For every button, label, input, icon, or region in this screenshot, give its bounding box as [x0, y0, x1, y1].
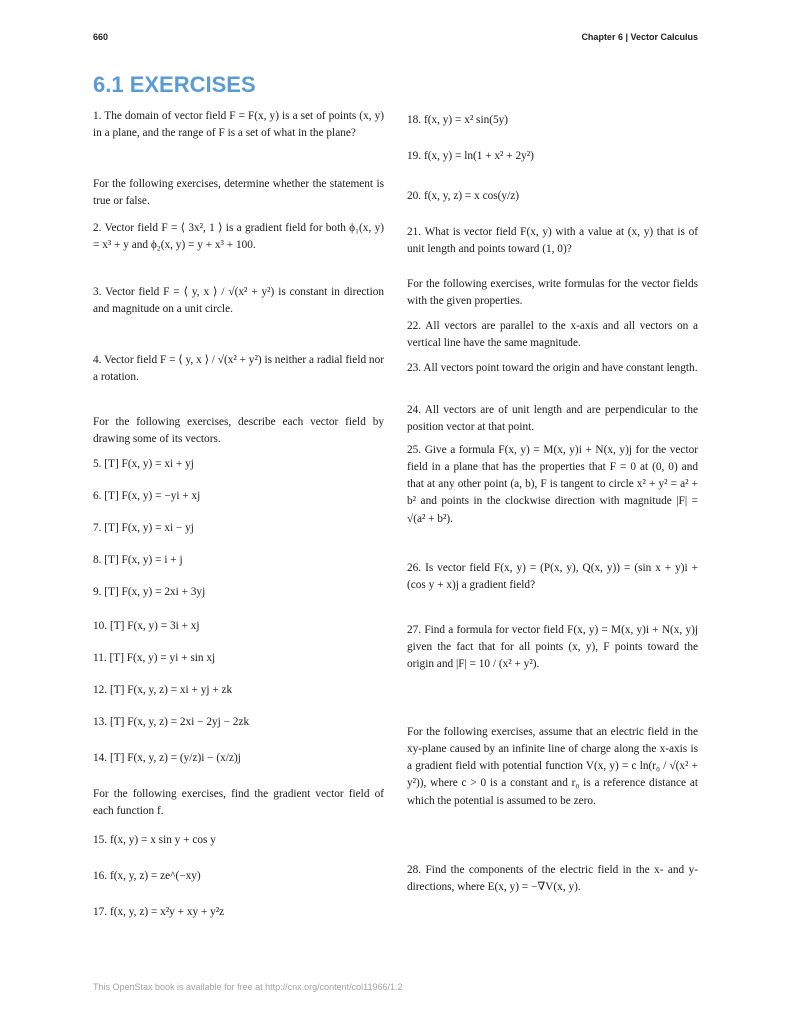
exercise-11: 11. [T] F(x, y) = yi + sin xj	[93, 652, 216, 664]
exercise-16: 16. f(x, y, z) = ze^(−xy)	[93, 870, 201, 882]
exercise-7: 7. [T] F(x, y) = xi − yj	[93, 522, 194, 534]
exercise-15: 15. f(x, y) = x sin y + cos y	[93, 834, 216, 846]
intro-properties: For the following exercises, write formulas for the vector fields with the given properties.	[407, 278, 698, 308]
exercise-4: 4. Vector field F = ⟨ y, x ⟩ / √(x² + y²) is neither a radial field nor a rotation.	[93, 354, 384, 384]
exercise-27: 27. Find a formula for vector field F(x, y) = M(x, y)i + N(x, y)j given the fact that for all points (x, y), F points toward the origin and |F| = 10 / (x² + y²).	[407, 624, 698, 671]
exercise-3: 3. Vector field F = ⟨ y, x ⟩ / √(x² + y²) is constant in direction and magnitude on a unit circle.	[93, 286, 384, 316]
intro-electric: For the following exercises, assume that an electric field in the xy-plane caused by an infinite line of charge along the x-axis is a gradient field with potential function V(x, y) = c ln(r₀ / √(x² + y²)), where c > 0 is a constant and r₀ is a reference distance at which the potential is assumed to be zero.	[407, 726, 698, 807]
exercise-13: 13. [T] F(x, y, z) = 2xi − 2yj − 2zk	[93, 716, 250, 728]
exercise-1: 1. The domain of vector field F = F(x, y) is a set of points (x, y) in a plane, and the range of F is a set of what in the plane?	[93, 110, 384, 140]
exercise-28: 28. Find the components of the electric field in the x- and y-directions, where E(x, y) = −∇V(x, y).	[407, 864, 698, 894]
exercise-8: 8. [T] F(x, y) = i + j	[93, 554, 183, 566]
intro-describe: For the following exercises, describe each vector field by drawing some of its vectors.	[93, 416, 384, 446]
exercise-21: 21. What is vector field F(x, y) with a value at (x, y) that is of unit length and points toward (1, 0)?	[407, 226, 698, 256]
intro-gradient: For the following exercises, find the gradient vector field of each function f.	[93, 788, 384, 818]
exercise-18: 18. f(x, y) = x² sin(5y)	[407, 114, 509, 126]
exercise-5: 5. [T] F(x, y) = xi + yj	[93, 458, 194, 470]
exercise-20: 20. f(x, y, z) = x cos(y/z)	[407, 190, 519, 202]
section-title: 6.1 EXERCISES	[93, 72, 256, 97]
exercise-25: 25. Give a formula F(x, y) = M(x, y)i + N(x, y)j for the vector field in a plane that has the properties that F = 0 at (0, 0) and that at any other point (a, b), F is tangent to circle x² + y² = a² + b² and points in the clockwise direction with magnitude |F| = √(a² + b²).	[407, 444, 698, 525]
exercise-10: 10. [T] F(x, y) = 3i + xj	[93, 620, 200, 632]
exercise-6: 6. [T] F(x, y) = −yi + xj	[93, 490, 201, 502]
footer-note: This OpenStax book is available for free at http://cnx.org/content/col11966/1.2	[93, 982, 403, 992]
exercise-23: 23. All vectors point toward the origin and have constant length.	[407, 362, 698, 374]
exercise-26: 26. Is vector field F(x, y) = (P(x, y), Q(x, y)) = (sin x + y)i + (cos y + x)j a gradient field?	[407, 562, 698, 592]
exercise-9: 9. [T] F(x, y) = 2xi + 3yj	[93, 586, 206, 598]
exercise-14: 14. [T] F(x, y, z) = (y/z)i − (x/z)j	[93, 752, 241, 764]
exercise-22: 22. All vectors are parallel to the x-axis and all vectors on a vertical line have the same magnitude.	[407, 320, 698, 350]
exercise-12: 12. [T] F(x, y, z) = xi + yj + zk	[93, 684, 233, 696]
exercise-17: 17. f(x, y, z) = x²y + xy + y²z	[93, 906, 225, 918]
exercise-2: 2. Vector field F = ⟨ 3x², 1 ⟩ is a gradient field for both ϕ₁(x, y) = x³ + y and ϕ₂(x, y) = y + x³ + 100.	[93, 222, 384, 252]
chapter-header: Chapter 6 | Vector Calculus	[581, 32, 698, 42]
exercise-24: 24. All vectors are of unit length and are perpendicular to the position vector at that point.	[407, 404, 698, 434]
intro-true-false: For the following exercises, determine whether the statement is true or false.	[93, 178, 384, 208]
page-number: 660	[93, 32, 109, 42]
exercise-19: 19. f(x, y) = ln(1 + x² + 2y²)	[407, 150, 534, 162]
